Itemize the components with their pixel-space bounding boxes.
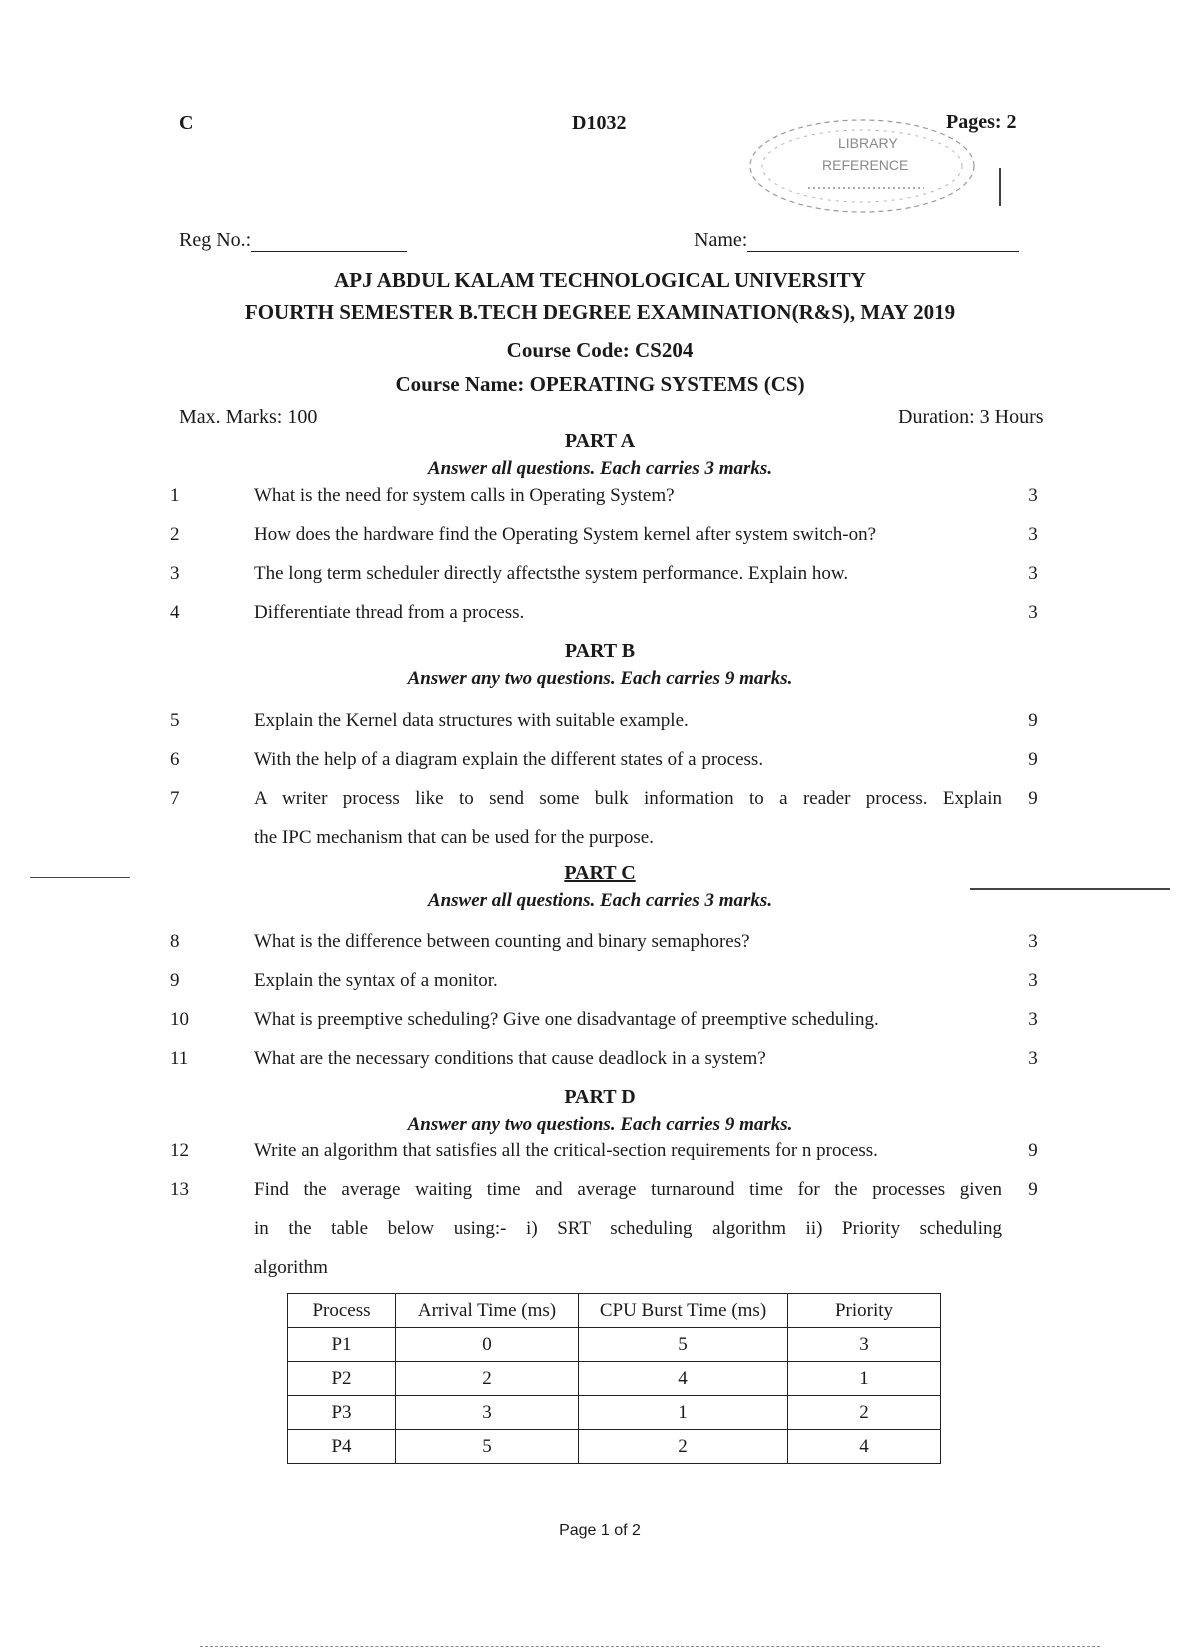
question-marks: 9: [1028, 749, 1038, 770]
question-text: What are the necessary conditions that cause deadlock in a system?: [254, 1048, 766, 1069]
column-header-process: Process: [288, 1294, 396, 1328]
max-marks: Max. Marks: 100: [179, 406, 318, 428]
exam-title: FOURTH SEMESTER B.TECH DEGREE EXAMINATION(R&S), MAY 2019: [244, 300, 956, 324]
question-number: 7: [170, 788, 180, 809]
part-a-title: PART A: [564, 430, 636, 452]
reg-no-label: Reg No.:: [179, 229, 252, 251]
question-text-line-2: the IPC mechanism that can be used for the purpose.: [254, 827, 654, 848]
stamp-text-library: LIBRARY: [838, 135, 898, 151]
course-code: Course Code: CS204: [506, 338, 694, 362]
question-text: Explain the syntax of a monitor.: [254, 970, 498, 991]
column-header-arrival-time: Arrival Time (ms): [396, 1294, 579, 1328]
cell-arrival-time: 5: [396, 1430, 579, 1464]
scan-artifact-bottom-edge: [200, 1646, 1100, 1647]
cell-priority: 4: [788, 1430, 941, 1464]
part-a-instruction: Answer all questions. Each carries 3 marks.: [427, 458, 773, 479]
question-marks: 3: [1028, 485, 1038, 506]
name-label: Name:: [694, 229, 748, 251]
question-marks: 3: [1028, 1048, 1038, 1069]
question-number: 6: [170, 749, 180, 770]
name-field: [694, 229, 1019, 252]
question-text: Differentiate thread from a process.: [254, 602, 525, 623]
part-c-title: PART C: [564, 862, 636, 884]
question-marks: 3: [1028, 970, 1038, 991]
question-marks: 9: [1028, 1179, 1038, 1200]
cell-priority: 3: [788, 1328, 941, 1362]
question-number: 9: [170, 970, 180, 991]
part-b-instruction: Answer any two questions. Each carries 9 marks.: [407, 668, 793, 689]
question-marks: 9: [1028, 710, 1038, 731]
question-text: How does the hardware find the Operating System kernel after system switch-on?: [254, 524, 877, 545]
set-letter: C: [179, 112, 194, 134]
table-header-row: [288, 1294, 941, 1328]
reg-no-blank: [251, 233, 407, 252]
part-c-instruction: Answer all questions. Each carries 3 marks.: [427, 890, 773, 911]
question-text: The long term scheduler directly affectsthe system performance. Explain how.: [254, 563, 849, 584]
question-text: What is the difference between counting and binary semaphores?: [254, 931, 750, 952]
cell-process: P1: [288, 1328, 396, 1362]
table-row: [288, 1430, 941, 1464]
question-marks: 3: [1028, 524, 1038, 545]
question-marks: 3: [1028, 602, 1038, 623]
part-d-title: PART D: [564, 1086, 636, 1108]
name-blank: [747, 233, 1019, 252]
cell-arrival-time: 2: [396, 1362, 579, 1396]
question-number: 5: [170, 710, 180, 731]
cell-arrival-time: 0: [396, 1328, 579, 1362]
table-row: [288, 1362, 941, 1396]
part-b-title: PART B: [564, 640, 636, 662]
university-name: APJ ABDUL KALAM TECHNOLOGICAL UNIVERSITY: [334, 268, 866, 292]
cell-priority: 1: [788, 1362, 941, 1396]
question-marks: 3: [1028, 1009, 1038, 1030]
table-row: [288, 1328, 941, 1362]
question-number: 12: [170, 1140, 189, 1161]
cell-burst-time: 5: [579, 1328, 788, 1362]
question-number: 2: [170, 524, 180, 545]
paper-code: D1032: [572, 112, 627, 134]
cell-process: P4: [288, 1430, 396, 1464]
cell-arrival-time: 3: [396, 1396, 579, 1430]
part-d-instruction: Answer any two questions. Each carries 9 marks.: [407, 1114, 793, 1135]
question-text-line-3: algorithm: [254, 1257, 328, 1278]
question-text-line-1: Find the average waiting time and average turnaround time for the processes given: [254, 1179, 1002, 1200]
stamp-text-reference: REFERENCE: [822, 157, 909, 173]
question-marks: 3: [1028, 931, 1038, 952]
process-table: [287, 1293, 941, 1464]
question-text: What is the need for system calls in Operating System?: [254, 485, 675, 506]
table-row: [288, 1396, 941, 1430]
page-number: Page 1 of 2: [559, 1522, 641, 1539]
question-number: 4: [170, 602, 180, 623]
reg-no-field: [179, 229, 407, 252]
cell-burst-time: 4: [579, 1362, 788, 1396]
question-number: 3: [170, 563, 180, 584]
cell-burst-time: 2: [579, 1430, 788, 1464]
question-text: Write an algorithm that satisfies all the critical-section requirements for n process.: [254, 1140, 878, 1161]
question-marks: 9: [1028, 1140, 1038, 1161]
question-number: 10: [170, 1009, 189, 1030]
question-text-line-2: in the table below using:- i) SRT scheduling algorithm ii) Priority scheduling: [254, 1218, 1002, 1239]
pages-count: Pages: 2: [946, 111, 1017, 133]
cell-process: P3: [288, 1396, 396, 1430]
question-text: With the help of a diagram explain the different states of a process.: [254, 749, 764, 770]
question-text-line-1: A writer process like to send some bulk information to a reader process. Explain: [254, 788, 1002, 809]
question-number: 8: [170, 931, 180, 952]
column-header-burst-time: CPU Burst Time (ms): [579, 1294, 788, 1328]
question-text: Explain the Kernel data structures with suitable example.: [254, 710, 689, 731]
question-text: What is preemptive scheduling? Give one disadvantage of preemptive scheduling.: [254, 1009, 879, 1030]
question-number: 11: [170, 1048, 189, 1069]
column-header-priority: Priority: [788, 1294, 941, 1328]
cell-process: P2: [288, 1362, 396, 1396]
duration: Duration: 3 Hours: [898, 406, 1044, 428]
question-marks: 9: [1028, 788, 1038, 809]
question-number: 1: [170, 485, 180, 506]
cell-burst-time: 1: [579, 1396, 788, 1430]
cell-priority: 2: [788, 1396, 941, 1430]
question-marks: 3: [1028, 563, 1038, 584]
course-name: Course Name: OPERATING SYSTEMS (CS): [395, 372, 805, 396]
question-number: 13: [170, 1179, 189, 1200]
